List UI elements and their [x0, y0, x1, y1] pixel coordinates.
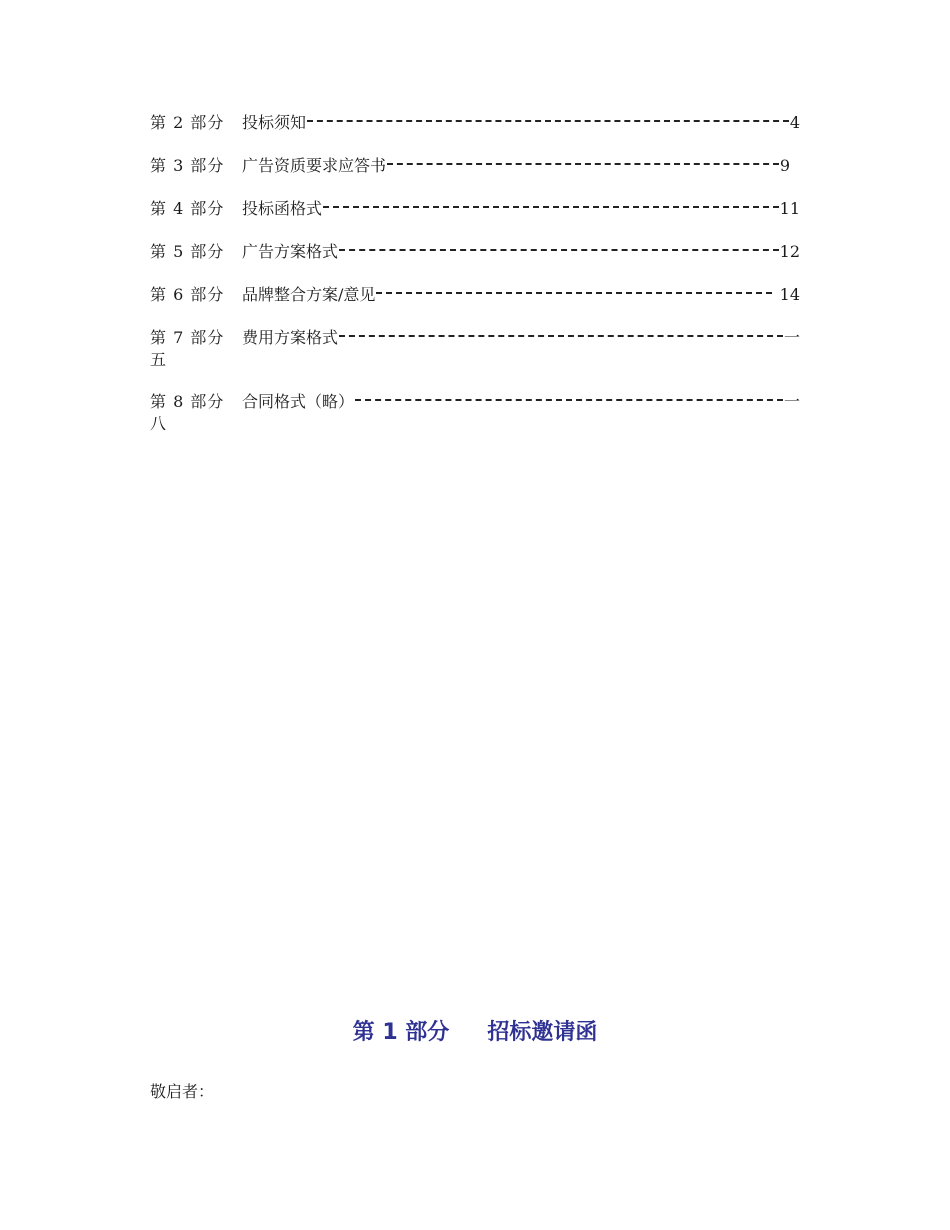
- toc-page-number-wrap: 五: [150, 350, 167, 369]
- toc-part-number: 第 6 部分: [150, 285, 225, 304]
- toc-page-number: 4: [789, 113, 800, 132]
- toc-part-number: 第 4 部分: [150, 199, 225, 218]
- toc-leader: [387, 163, 779, 165]
- toc-leader: [339, 249, 779, 251]
- toc-entry[interactable]: [150, 327, 800, 371]
- toc-entry[interactable]: [150, 155, 800, 177]
- section-part-number: 第 1 部分: [352, 1020, 450, 1045]
- section-heading: [0, 1015, 950, 1046]
- toc-page-number: 14: [779, 285, 800, 304]
- toc-page-number: 一: [783, 392, 800, 411]
- toc-part-number: 第 2 部分: [150, 113, 225, 132]
- toc-title: 投标函格式: [242, 199, 323, 218]
- toc-page-number: 一: [783, 328, 800, 347]
- toc-part-number: 第 8 部分: [150, 392, 225, 411]
- toc-title: 合同格式（略）: [242, 392, 355, 411]
- toc-part-number: 第 7 部分: [150, 328, 225, 347]
- toc-entry[interactable]: [150, 391, 800, 435]
- toc-part-number: 第 5 部分: [150, 242, 225, 261]
- toc-leader: [376, 292, 771, 294]
- salutation-text: 敬启者：: [150, 1082, 215, 1101]
- toc-part-number: 第 3 部分: [150, 156, 225, 175]
- toc-page-number-wrap: 八: [150, 414, 167, 433]
- toc-page-number: 11: [779, 199, 800, 218]
- toc-entry[interactable]: [150, 241, 800, 263]
- toc-page-number: 12: [779, 242, 800, 261]
- toc-title: 费用方案格式: [242, 328, 339, 347]
- toc-leader: [307, 120, 789, 122]
- toc-leader: [323, 206, 779, 208]
- toc-title: 品牌整合方案/意见: [242, 285, 376, 304]
- toc-title: 投标须知: [242, 113, 307, 132]
- toc-title: 广告资质要求应答书: [242, 156, 387, 175]
- table-of-contents: [150, 112, 800, 455]
- toc-entry[interactable]: [150, 198, 800, 220]
- toc-leader: [355, 399, 783, 401]
- toc-page-number: 9: [779, 156, 790, 175]
- toc-entry[interactable]: [150, 112, 800, 134]
- toc-leader: [339, 335, 783, 337]
- toc-entry[interactable]: [150, 284, 800, 306]
- toc-title: 广告方案格式: [242, 242, 339, 261]
- section-title-text: 招标邀请函: [487, 1020, 598, 1045]
